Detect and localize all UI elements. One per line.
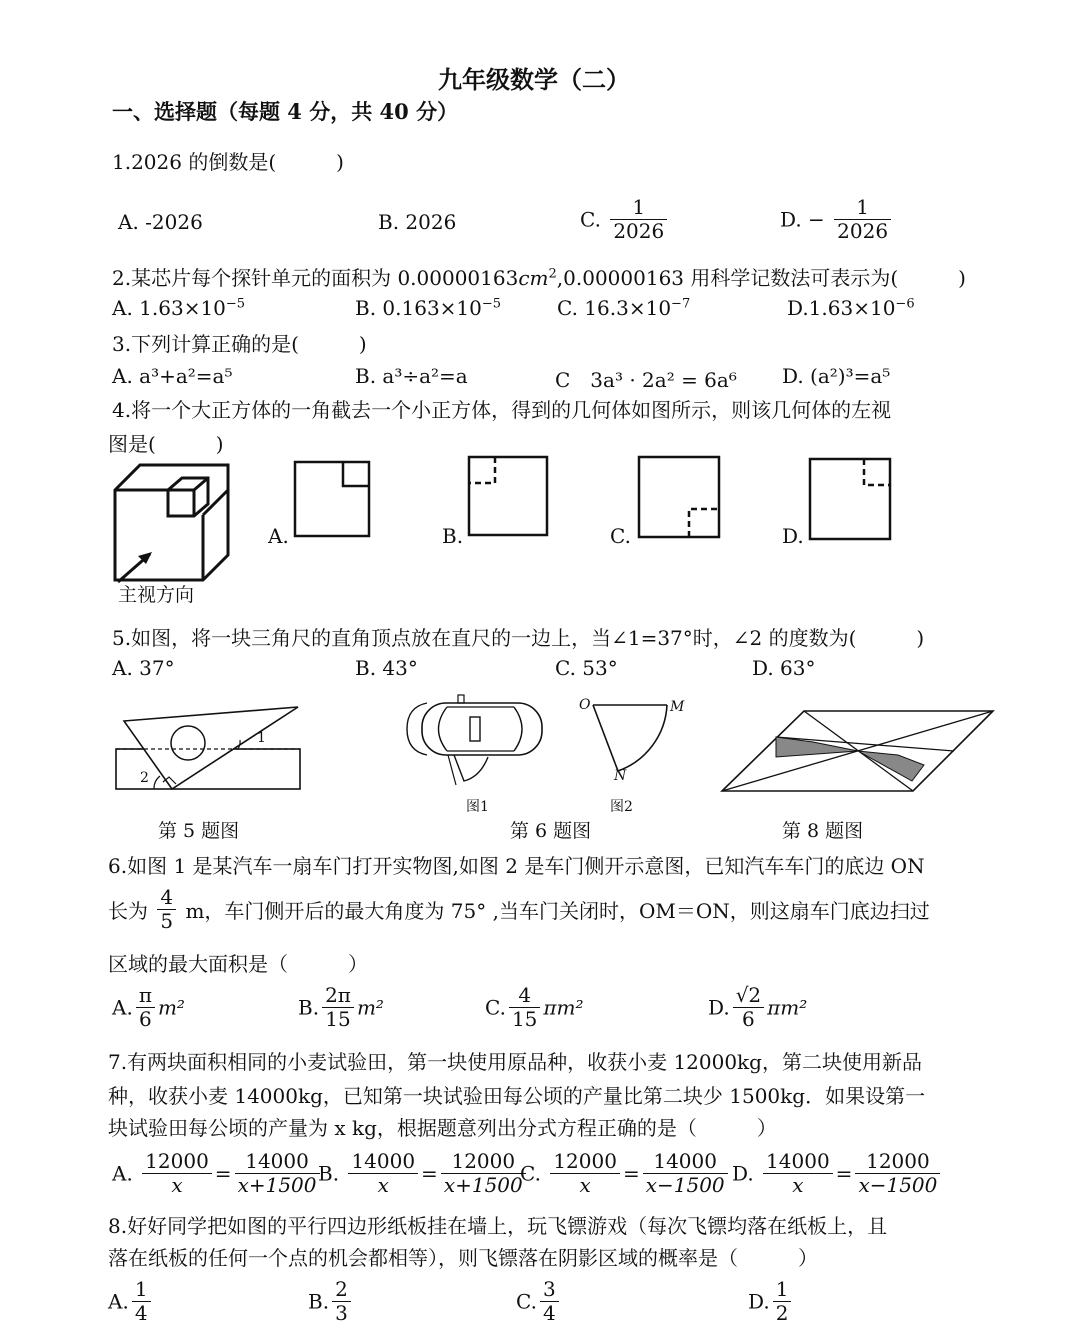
fig6-point-n: N: [614, 768, 627, 784]
q4-option-b-figure: [467, 455, 551, 539]
q6-option-d: D. $\frac{√2}{6}$ πm²: [708, 983, 808, 1031]
q8-line1: 8.好好同学把如图的平行四边形纸板挂在墙上，玩飞镖游戏（每次飞镖均落在纸板上，且: [108, 1214, 888, 1238]
q4-view-direction-label: 主视方向: [118, 584, 195, 606]
q5-option-b: B. 43°: [355, 656, 418, 680]
q5-option-c: C. 53°: [555, 656, 618, 680]
q7-option-a: A. $\frac{12000}{x}$ = $\frac{14000}{x+1500}$: [112, 1150, 323, 1197]
fig6-car-figure: [402, 695, 552, 790]
q5-option-d: D. 63°: [752, 656, 816, 680]
q8-option-d: D. $\frac{1}{2}$: [748, 1278, 794, 1325]
fig6-point-o: O: [579, 697, 591, 713]
q4-option-b-label: B.: [442, 524, 464, 548]
q7-option-d: D. $\frac{14000}{x}$ = $\frac{12000}{x-1500}$: [732, 1150, 943, 1197]
fig6-caption: 第 6 题图: [510, 820, 592, 842]
q6-line2: 长为 $\frac{4}{5}$ m，车门侧开后的最大角度为 75° ,当车门关闭时，OM＝ON，则这扇车门底边扫过: [108, 885, 930, 933]
q1-option-b: B. 2026: [378, 210, 457, 234]
fig8-parallelogram: [718, 705, 998, 800]
q8-option-a: A. $\frac{1}{4}$: [108, 1278, 154, 1325]
q5-option-a: A. 37°: [112, 656, 175, 680]
q2-option-a: A. $1.63\times 10^{-5}$: [112, 296, 246, 320]
q4-option-d-figure: [808, 457, 894, 543]
q2-stem: 2.某芯片每个探针单元的面积为 $0.00000163cm^2,0.00000163$ 用科学记数法可表示为( ): [112, 266, 966, 290]
fig6-1-label: 图1: [466, 799, 489, 815]
fig6-point-m: M: [670, 699, 685, 715]
q2-option-c: C. $16.3\times 10^{-7}$: [557, 296, 691, 320]
q6-option-b: B. $\frac{2\pi}{15}$ m²: [298, 983, 384, 1031]
fig5-angle2-label: 2: [140, 770, 149, 786]
page-title: 九年级数学（二）: [438, 65, 630, 94]
q8-line2: 落在纸板的任何一个点的机会都相等），则飞镖落在阴影区域的概率是（ ）: [108, 1246, 818, 1270]
q1-option-d: D. − $\frac{1}{2026}$: [780, 196, 894, 243]
q4-stem-line2: 图是( ): [108, 432, 224, 456]
q3-option-b: B. a³÷a²=a: [355, 364, 468, 388]
q1-option-c: C. $\frac{1}{2026}$: [580, 196, 670, 243]
q7-option-b: B. $\frac{14000}{x}$ = $\frac{12000}{x+1500}$: [318, 1150, 529, 1197]
q8-option-c: C. $\frac{3}{4}$: [516, 1278, 562, 1325]
q4-option-c-label: C.: [610, 524, 631, 548]
fig5-caption: 第 5 题图: [158, 820, 240, 842]
q7-line2: 种，收获小麦 14000kg，已知第一块试验田每公顷的产量比第二块少 1500kg．如果设第一: [108, 1084, 926, 1108]
q2-option-d: $D.1.63\times 10^{-6}$: [787, 296, 915, 320]
q3-option-d: D. (a²)³=a⁵: [782, 364, 891, 388]
q2-option-b: B. $0.163\times 10^{-5}$: [355, 296, 502, 320]
q3-option-a: A. a³+a²=a⁵: [112, 364, 233, 388]
q4-option-a-figure: [293, 460, 373, 540]
q3-option-c: C 3a³ · 2a² = 6a⁶: [555, 368, 737, 392]
q4-option-c-figure: [637, 455, 723, 541]
q4-cube-figure: [110, 460, 240, 590]
q7-line1: 7.有两块面积相同的小麦试验田，第一块使用原品种，收获小麦 12000kg，第二块使用新品: [108, 1050, 922, 1074]
q4-option-a-label: A.: [268, 524, 289, 548]
q7-line3: 块试验田每公顷的产量为 x kg，根据题意列出分式方程正确的是（ ）: [108, 1116, 777, 1140]
fig5-angle1-label: 1: [257, 730, 266, 746]
q1-stem: 1.2026 的倒数是( ): [112, 150, 344, 174]
q6-line1: 6.如图 1 是某汽车一扇车门打开实物图,如图 2 是车门侧开示意图，已知汽车车门的底边 ON: [108, 854, 925, 878]
q3-stem: 3.下列计算正确的是( ): [112, 332, 367, 356]
q8-option-b: B. $\frac{2}{3}$: [308, 1278, 354, 1325]
q7-option-c: C. $\frac{12000}{x}$ = $\frac{14000}{x-1500}$: [520, 1150, 731, 1197]
q6-option-a: A. $\frac{\pi}{6}$ m²: [112, 983, 185, 1031]
q4-option-d-label: D.: [782, 524, 804, 548]
section-heading: 一、选择题（每题 4 分，共 40 分）: [112, 99, 459, 124]
q1-option-a: A. -2026: [118, 210, 203, 234]
q6-line3: 区域的最大面积是（ ）: [108, 952, 368, 976]
q6-option-c: C. $\frac{4}{15}$ πm²: [485, 983, 584, 1031]
q5-stem: 5.如图，将一块三角尺的直角顶点放在直尺的一边上，当∠1=37°时，∠2 的度数为( ): [112, 626, 925, 650]
fig6-2-label: 图2: [610, 799, 633, 815]
q4-stem-line1: 4.将一个大正方体的一角截去一个小正方体，得到的几何体如图所示，则该几何体的左视: [112, 398, 892, 422]
fig8-caption: 第 8 题图: [782, 820, 864, 842]
